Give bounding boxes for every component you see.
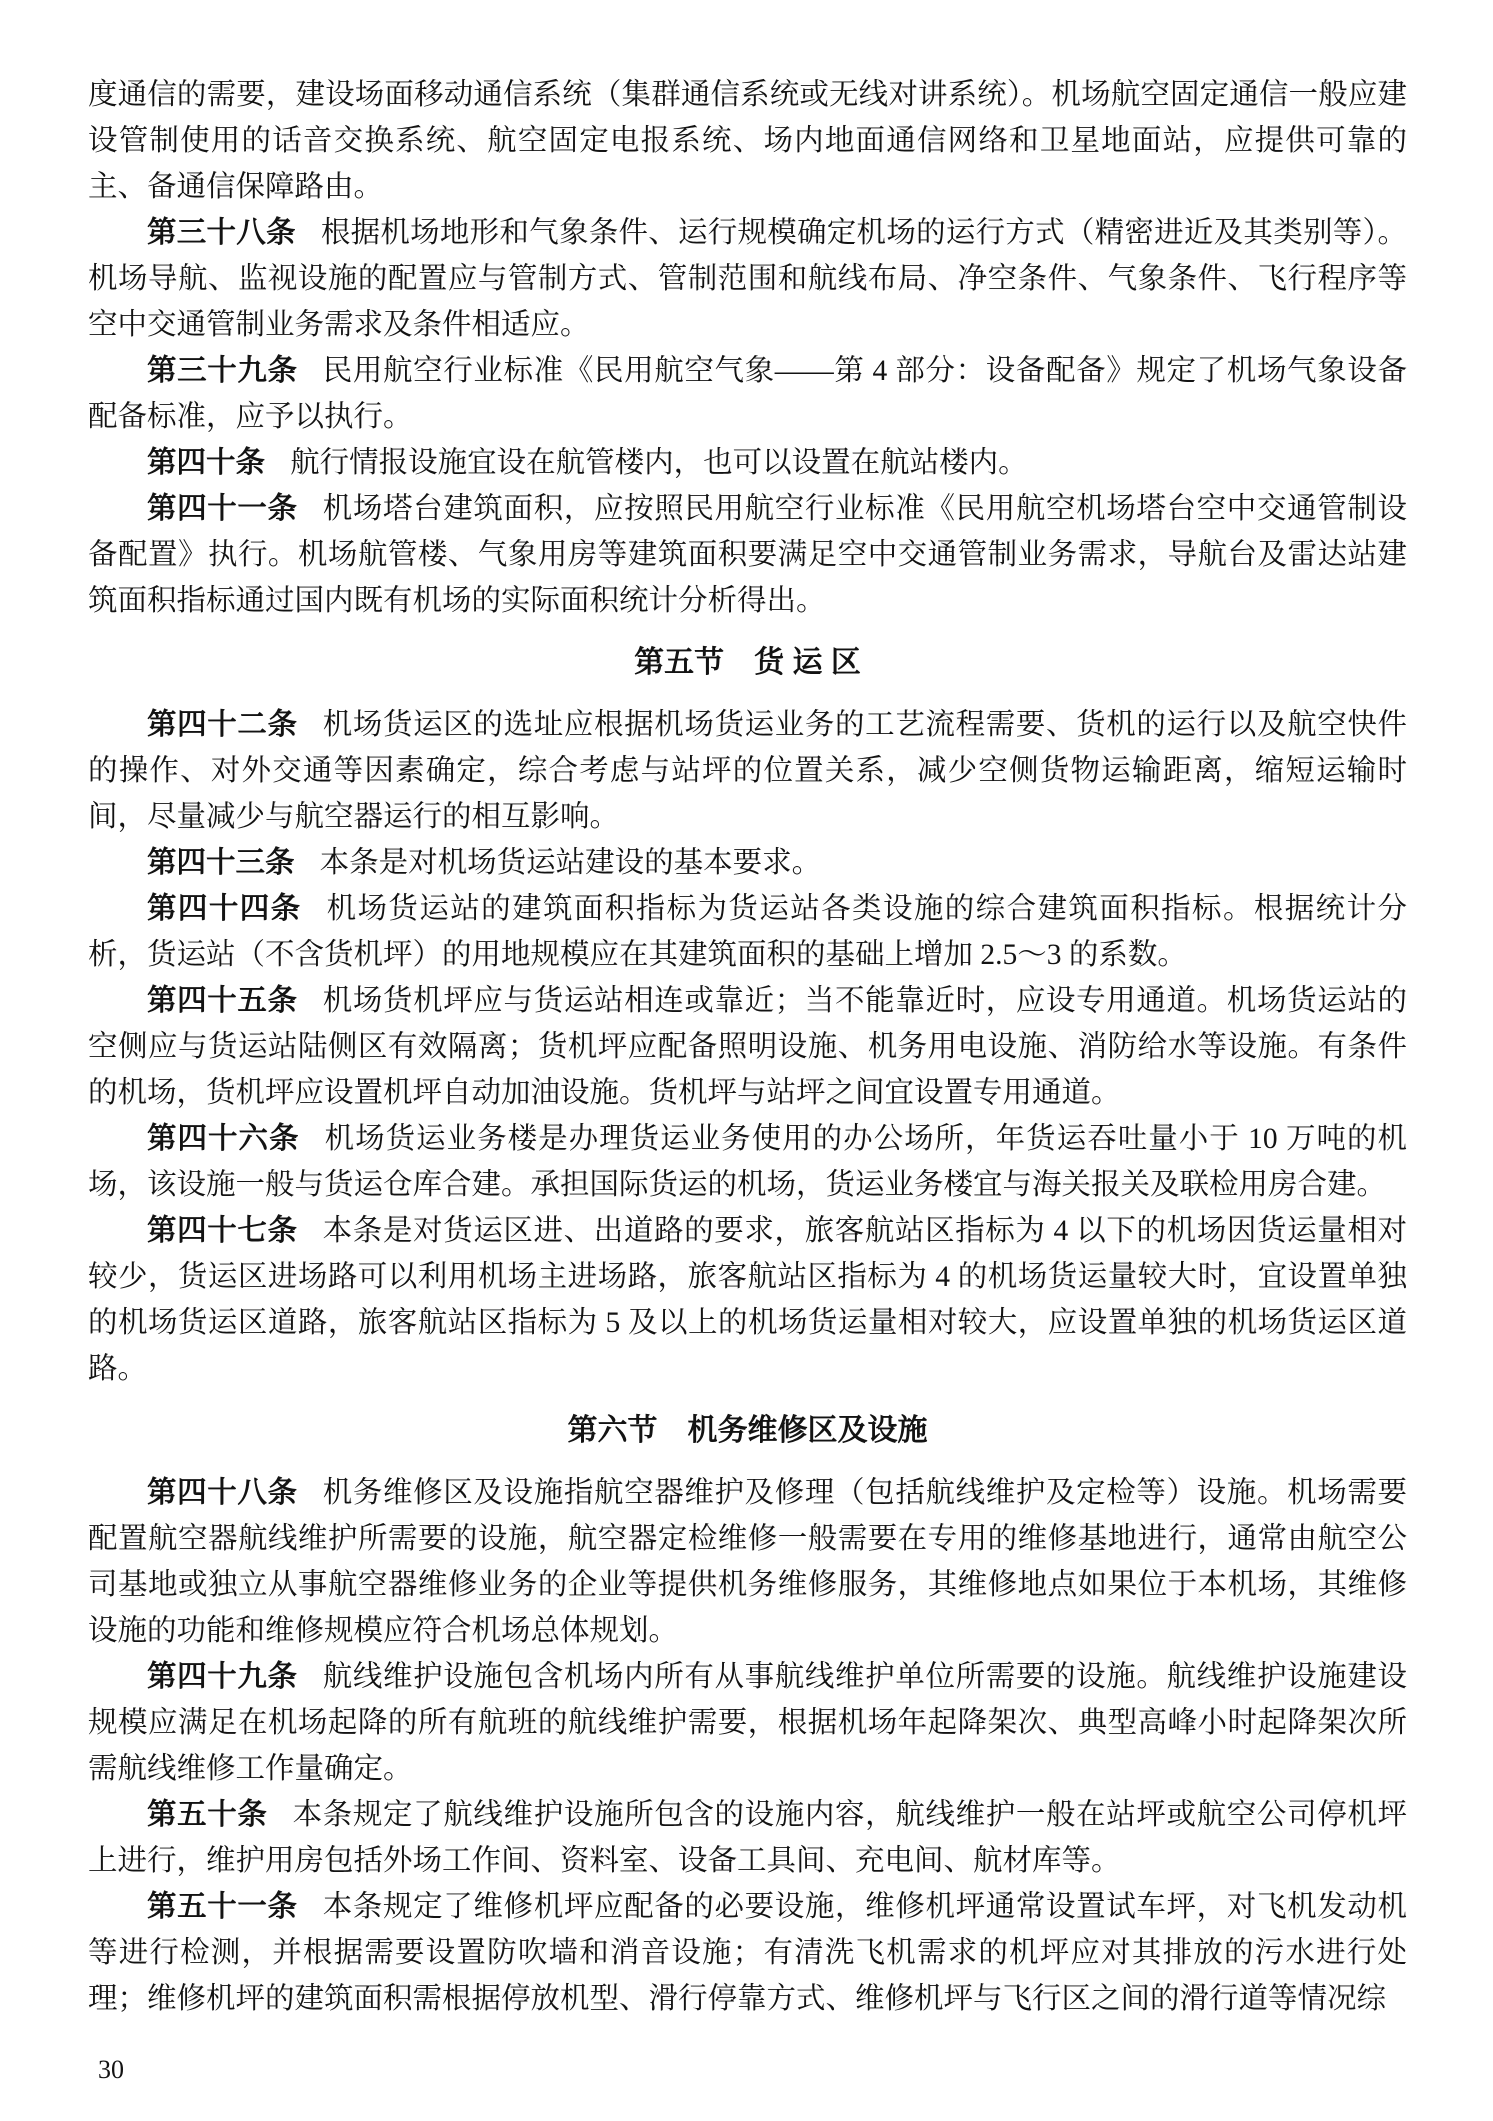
paragraph xyxy=(88,1792,1407,1884)
paragraph xyxy=(88,1116,1407,1208)
article-text: 本条是对机场货运站建设的基本要求。 xyxy=(319,847,822,879)
article-text: 航行情报设施宜设在航管楼内，也可以设置在航站楼内。 xyxy=(290,447,1028,479)
article-text: 本条规定了航线维护设施所包含的设施内容，航线维护一般在站坪或航空公司停机坪上进行，维护用房包括外场工作间、资料室、设备工具间、充电间、航材库等。 xyxy=(88,1799,1407,1877)
paragraph xyxy=(88,1208,1407,1392)
article-text: 机场货运区的选址应根据机场货运业务的工艺流程需要、货机的运行以及航空快件的操作、对外交通等因素确定，综合考虑与站坪的位置关系，减少空侧货物运输距离，缩短运输时间，尽量减少与航空器运行的相互影响。 xyxy=(88,709,1407,833)
article-text: 航线维护设施包含机场内所有从事航线维护单位所需要的设施。航线维护设施建设规模应满足在机场起降的所有航班的航线维护需要，根据机场年起降架次、典型高峰小时起降架次所需航线维修工作量确定。 xyxy=(88,1661,1407,1785)
paragraph xyxy=(88,1470,1407,1654)
article-number: 第四十一条 xyxy=(147,492,298,525)
section-heading: 第五节 货 运 区 xyxy=(634,646,861,679)
article-number: 第四十九条 xyxy=(147,1660,298,1693)
paragraph xyxy=(88,702,1407,840)
article-text: 民用航空行业标准《民用航空气象——第 4 部分：设备配备》规定了机场气象设备配备标准，应予以执行。 xyxy=(88,355,1407,433)
article-number: 第四十七条 xyxy=(147,1214,298,1247)
paragraph xyxy=(88,840,1407,886)
article-text: 机场塔台建筑面积，应按照民用航空行业标准《民用航空机场塔台空中交通管制设备配置》执行。机场航管楼、气象用房等建筑面积要满足空中交通管制业务需求，导航台及雷达站建筑面积指标通过国内既有机场的实际面积统计分析得出。 xyxy=(88,493,1407,617)
article-text: 机务维修区及设施指航空器维护及修理（包括航线维护及定检等）设施。机场需要配置航空器航线维护所需要的设施，航空器定检维修一般需要在专用的维修基地进行，通常由航空公司基地或独立从事航空器维修业务的企业等提供机务维修服务，其维修地点如果位于本机场，其维修设施的功能和维修规模应符合机场总体规划。 xyxy=(88,1477,1407,1647)
article-number: 第四十四条 xyxy=(147,892,302,925)
paragraph xyxy=(88,348,1407,440)
article-number: 第四十二条 xyxy=(147,708,298,741)
article-number: 第五十条 xyxy=(147,1798,268,1831)
paragraph xyxy=(88,210,1407,348)
paragraph xyxy=(88,440,1407,486)
article-text: 机场货运业务楼是办理货运业务使用的办公场所，年货运吞吐量小于 10 万吨的机场，该设施一般与货运仓库合建。承担国际货运的机场，货运业务楼宜与海关报关及联检用房合建。 xyxy=(88,1123,1407,1201)
article-text: 根据机场地形和气象条件、运行规模确定机场的运行方式（精密进近及其类别等）。机场导航、监视设施的配置应与管制方式、管制范围和航线布局、净空条件、气象条件、飞行程序等空中交通管制业务需求及条件相适应。 xyxy=(88,217,1407,341)
article-number: 第四十三条 xyxy=(147,846,295,879)
article-number: 第四十八条 xyxy=(147,1476,298,1509)
document-content xyxy=(88,72,1407,2022)
article-number: 第四十六条 xyxy=(147,1122,300,1155)
page-number: 30 xyxy=(98,2055,124,2084)
article-text: 本条是对货运区进、出道路的要求，旅客航站区指标为 4 以下的机场因货运量相对较少，货运区进场路可以利用机场主进场路，旅客航站区指标为 4 的机场货运量较大时，宜设置单独的机场货运区道路，旅客航站区指标为 5 及以上的机场货运量相对较大，应设置单独的机场货运区道路。 xyxy=(88,1215,1407,1385)
article-number: 第三十九条 xyxy=(147,354,298,387)
article-text: 机场货运站的建筑面积指标为货运站各类设施的综合建筑面积指标。根据统计分析，货运站（不含货机坪）的用地规模应在其建筑面积的基础上增加 2.5～3 的系数。 xyxy=(88,893,1407,971)
paragraph xyxy=(88,486,1407,624)
article-text: 度通信的需要，建设场面移动通信系统（集群通信系统或无线对讲系统）。机场航空固定通信一般应建设管制使用的话音交换系统、航空固定电报系统、场内地面通信网络和卫星地面站，应提供可靠的主、备通信保障路由。 xyxy=(88,79,1407,203)
paragraph xyxy=(88,72,1407,210)
paragraph xyxy=(88,1884,1407,2022)
article-text: 本条规定了维修机坪应配备的必要设施，维修机坪通常设置试车坪，对飞机发动机等进行检测，并根据需要设置防吹墙和消音设施；有清洗飞机需求的机坪应对其排放的污水进行处理；维修机坪的建筑面积需根据停放机型、滑行停靠方式、维修机坪与飞行区之间的滑行道等情况综 xyxy=(88,1891,1407,2015)
section-heading: 第六节 机务维修区及设施 xyxy=(567,1414,928,1447)
article-number: 第五十一条 xyxy=(147,1890,298,1923)
article-text: 机场货机坪应与货运站相连或靠近；当不能靠近时，应设专用通道。机场货运站的空侧应与货运站陆侧区有效隔离；货机坪应配备照明设施、机务用电设施、消防给水等设施。有条件的机场，货机坪应设置机坪自动加油设施。货机坪与站坪之间宜设置专用通道。 xyxy=(88,985,1407,1109)
article-number: 第四十五条 xyxy=(147,984,298,1017)
paragraph xyxy=(88,886,1407,978)
paragraph xyxy=(88,978,1407,1116)
paragraph xyxy=(88,1654,1407,1792)
article-number: 第三十八条 xyxy=(147,216,296,249)
article-number: 第四十条 xyxy=(147,446,266,479)
